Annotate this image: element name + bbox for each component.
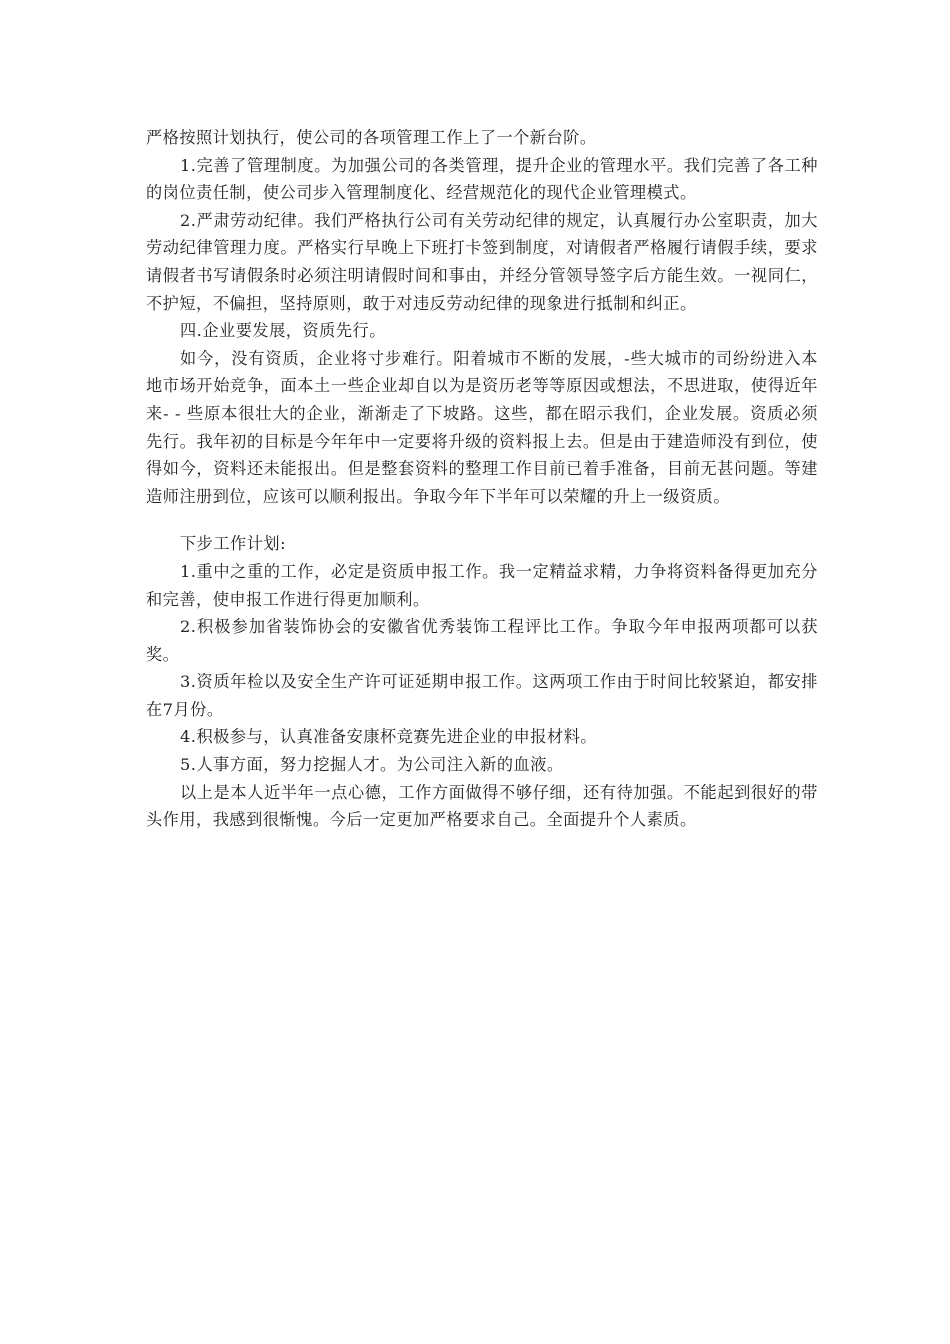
plan-item: 5.人事方面，努力挖掘人才。为公司注入新的血液。 (180, 755, 564, 775)
paragraph-intro: 严格按照计划执行，使公司的各项管理工作上了一个新台阶。 (146, 128, 597, 147)
paragraph-labor-discipline: 2.严肃劳动纪律。我们严格执行公司有关劳动纪律的规定，认真履行办公室职责，加大劳动纪律管理力度。严格实行早晚上下班打卡签到制度，对请假者严格履行请假手续，要求请假者书写请假条时必须注明请假时间和事由，并经分管领导签字后方能生效。一视同仁，不护短，不偏担，坚持原则，敢于对违反劳动纪律的现象进行抵制和纠正。 (146, 210, 818, 313)
plan-item: 4.积极参与，认真准备安康杯竞赛先进企业的申报材料。 (180, 727, 597, 747)
plan-heading: 下步工作计划: (180, 534, 287, 554)
plan-item: 3.资质年检以及安全生产许可证延期申报工作。这两项工作由于时间比较紧迫，都安排在7月份。 (146, 672, 818, 719)
paragraph-closing: 以上是本人近半年一点心德，工作方面做得不够仔细，还有待加强。不能起到很好的带头作用，我感到很惭愧。今后一定更加严格要求自己。全面提升个人素质。 (146, 782, 818, 830)
paragraph-qualification: 如今，没有资质，企业将寸步难行。阳着城市不断的发展，-些大城市的司纷纷进入本地市场开始竞争，面本土一些企业却自以为是资历老等等原因或想法，不思进取，使得近年来- - 些原本很壮大的企业，渐渐走了下坡路。这些，都在昭示我们，企业发展。资质必须先行。我年初的目标是今年年中一定要将升级的资料报上去。但是由于建造师没有到位，使得如今，资料还未能报出。但是整套资料的整理工作目前已着手准备，目前无甚问题。等建造师注册到位，应该可以顺利报出。争取今年下半年可以荣耀的升上一级资质。 (146, 348, 818, 506)
document-page (146, 124, 818, 834)
plan-item: 2.积极参加省装饰协会的安徽省优秀装饰工程评比工作。争取今年申报两项都可以获奖。 (146, 617, 818, 664)
plan-item: 1.重中之重的工作，必定是资质申报工作。我一定精益求精，力争将资料备得更加充分和完善，使申报工作进行得更加顺利。 (146, 561, 818, 609)
section-heading-qualification: 四.企业要发展，资质先行。 (180, 321, 386, 341)
blank-line (146, 510, 818, 530)
paragraph-management-system: 1.完善了管理制度。为加强公司的各类管理，提升企业的管理水平。我们完善了各工种的岗位责任制，使公司步入管理制度化、经营规范化的现代企业管理模式。 (146, 155, 818, 203)
